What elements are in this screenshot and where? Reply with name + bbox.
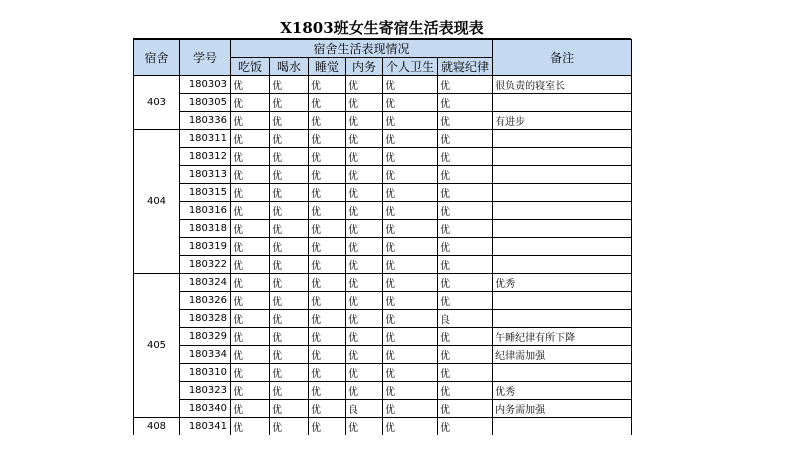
grade-cell: 优 <box>309 256 346 274</box>
grade-cell: 优 <box>309 346 346 364</box>
student-id-cell: 180322 <box>180 256 231 274</box>
grade-cell: 优 <box>383 328 438 346</box>
student-id-cell: 180312 <box>180 148 231 166</box>
grade-cell: 优 <box>231 184 270 202</box>
grade-cell: 优 <box>231 310 270 328</box>
header-category-hygiene: 个人卫生 <box>383 58 438 76</box>
table-row <box>134 418 632 436</box>
note-cell: 午睡纪律有所下降 <box>493 328 632 346</box>
grade-cell: 优 <box>231 166 270 184</box>
grade-cell: 优 <box>309 130 346 148</box>
table-row <box>134 166 632 184</box>
grade-cell: 优 <box>270 310 309 328</box>
grade-cell: 优 <box>346 238 383 256</box>
grade-cell: 优 <box>270 166 309 184</box>
grade-cell: 优 <box>231 148 270 166</box>
table-row <box>134 202 632 220</box>
header-conduct-group: 宿舍生活表现情况 <box>231 40 493 58</box>
grade-cell: 优 <box>309 364 346 382</box>
grade-cell: 优 <box>270 346 309 364</box>
student-id-cell: 180305 <box>180 94 231 112</box>
grade-cell: 优 <box>231 328 270 346</box>
header-dorm: 宿舍 <box>134 40 180 76</box>
grade-cell: 优 <box>383 220 438 238</box>
spreadsheet <box>133 18 631 435</box>
grade-cell: 优 <box>309 310 346 328</box>
grade-cell: 优 <box>231 346 270 364</box>
grade-cell: 优 <box>438 130 493 148</box>
grade-cell: 优 <box>438 364 493 382</box>
header-category-housekeeping: 内务 <box>346 58 383 76</box>
grade-cell: 优 <box>438 148 493 166</box>
grade-cell: 优 <box>309 292 346 310</box>
grade-cell: 优 <box>346 418 383 436</box>
grade-cell: 优 <box>231 220 270 238</box>
note-cell: 纪律需加强 <box>493 346 632 364</box>
table-row <box>134 328 632 346</box>
grade-cell: 优 <box>270 292 309 310</box>
grade-cell: 优 <box>383 184 438 202</box>
note-cell <box>493 220 632 238</box>
header-category-drinking: 喝水 <box>270 58 309 76</box>
grade-cell: 优 <box>383 292 438 310</box>
grade-cell: 优 <box>231 76 270 94</box>
table-row <box>134 220 632 238</box>
grade-cell: 优 <box>346 112 383 130</box>
grade-cell: 优 <box>231 130 270 148</box>
grade-cell: 优 <box>270 94 309 112</box>
table-row <box>134 292 632 310</box>
grade-cell: 优 <box>346 166 383 184</box>
grade-cell: 优 <box>383 382 438 400</box>
note-cell: 优秀 <box>493 382 632 400</box>
dorm-cell: 405 <box>134 274 180 418</box>
grade-cell: 优 <box>231 400 270 418</box>
grade-cell: 优 <box>346 382 383 400</box>
grade-cell: 优 <box>438 328 493 346</box>
grade-cell: 优 <box>231 202 270 220</box>
grade-cell: 优 <box>309 112 346 130</box>
student-id-cell: 180336 <box>180 112 231 130</box>
table-row <box>134 130 632 148</box>
grade-cell: 优 <box>383 130 438 148</box>
note-cell <box>493 148 632 166</box>
grade-cell: 优 <box>346 364 383 382</box>
grade-cell: 优 <box>309 184 346 202</box>
note-cell <box>493 364 632 382</box>
grade-cell: 优 <box>231 292 270 310</box>
table-row <box>134 184 632 202</box>
grade-cell: 优 <box>231 256 270 274</box>
grade-cell: 优 <box>270 148 309 166</box>
grade-cell: 优 <box>383 364 438 382</box>
table-row <box>134 274 632 292</box>
grade-cell: 优 <box>309 418 346 436</box>
grade-cell: 优 <box>438 220 493 238</box>
grade-cell: 优 <box>346 130 383 148</box>
table-row <box>134 346 632 364</box>
grade-cell: 优 <box>270 328 309 346</box>
grade-cell: 优 <box>438 238 493 256</box>
note-cell <box>493 130 632 148</box>
grade-cell: 优 <box>270 238 309 256</box>
grade-cell: 优 <box>270 274 309 292</box>
student-id-cell: 180313 <box>180 166 231 184</box>
table-row <box>134 112 632 130</box>
note-cell <box>493 238 632 256</box>
student-id-cell: 180303 <box>180 76 231 94</box>
student-id-cell: 180318 <box>180 220 231 238</box>
note-cell <box>493 166 632 184</box>
note-cell <box>493 256 632 274</box>
table-row <box>134 238 632 256</box>
grade-cell: 优 <box>309 148 346 166</box>
grade-cell: 优 <box>383 400 438 418</box>
grade-cell: 优 <box>309 220 346 238</box>
grade-cell: 优 <box>438 112 493 130</box>
grade-cell: 优 <box>438 382 493 400</box>
table-body <box>134 76 632 436</box>
grade-cell: 优 <box>309 166 346 184</box>
grade-cell: 优 <box>270 184 309 202</box>
dorm-cell: 404 <box>134 130 180 274</box>
header-category-eating: 吃饭 <box>231 58 270 76</box>
grade-cell: 优 <box>270 130 309 148</box>
grade-cell: 优 <box>231 274 270 292</box>
grade-cell: 优 <box>346 292 383 310</box>
grade-cell: 优 <box>309 76 346 94</box>
grade-cell: 优 <box>309 274 346 292</box>
note-cell: 内务需加强 <box>493 400 632 418</box>
student-id-cell: 180324 <box>180 274 231 292</box>
grade-cell: 优 <box>383 274 438 292</box>
grade-cell: 优 <box>438 76 493 94</box>
grade-cell: 优 <box>346 202 383 220</box>
student-id-cell: 180311 <box>180 130 231 148</box>
note-cell: 优秀 <box>493 274 632 292</box>
grade-cell: 优 <box>438 202 493 220</box>
student-id-cell: 180341 <box>180 418 231 436</box>
grade-cell: 优 <box>270 202 309 220</box>
grade-cell: 优 <box>270 220 309 238</box>
grade-cell: 优 <box>346 256 383 274</box>
header-category-bedtime-discipline: 就寝纪律 <box>438 58 493 76</box>
grade-cell: 优 <box>231 238 270 256</box>
header-student-id: 学号 <box>180 40 231 76</box>
grade-cell: 优 <box>346 94 383 112</box>
grade-cell: 优 <box>346 346 383 364</box>
grade-cell: 优 <box>270 382 309 400</box>
student-id-cell: 180319 <box>180 238 231 256</box>
student-id-cell: 180334 <box>180 346 231 364</box>
student-id-cell: 180329 <box>180 328 231 346</box>
table-row <box>134 364 632 382</box>
grade-cell: 优 <box>438 418 493 436</box>
grade-cell: 优 <box>383 94 438 112</box>
header-note: 备注 <box>493 40 632 76</box>
grade-cell: 优 <box>438 292 493 310</box>
grade-cell: 优 <box>383 238 438 256</box>
grade-cell: 优 <box>346 184 383 202</box>
grade-cell: 优 <box>346 274 383 292</box>
grade-cell: 优 <box>438 184 493 202</box>
grade-cell: 优 <box>383 202 438 220</box>
grade-cell: 优 <box>270 400 309 418</box>
grade-cell: 优 <box>346 310 383 328</box>
grade-cell: 优 <box>346 328 383 346</box>
table-row <box>134 148 632 166</box>
grade-cell: 优 <box>438 274 493 292</box>
student-id-cell: 180323 <box>180 382 231 400</box>
note-cell <box>493 418 632 436</box>
header-category-sleeping: 睡觉 <box>309 58 346 76</box>
note-cell <box>493 202 632 220</box>
grade-cell: 良 <box>346 400 383 418</box>
note-cell <box>493 292 632 310</box>
student-id-cell: 180316 <box>180 202 231 220</box>
grade-cell: 优 <box>270 76 309 94</box>
dorm-cell: 408 <box>134 418 180 436</box>
conduct-table <box>133 39 632 435</box>
grade-cell: 优 <box>346 76 383 94</box>
note-cell: 很负责的寝室长 <box>493 76 632 94</box>
grade-cell: 优 <box>383 112 438 130</box>
grade-cell: 优 <box>309 328 346 346</box>
student-id-cell: 180315 <box>180 184 231 202</box>
table-row <box>134 256 632 274</box>
grade-cell: 优 <box>270 112 309 130</box>
grade-cell: 优 <box>438 256 493 274</box>
grade-cell: 优 <box>438 166 493 184</box>
grade-cell: 优 <box>383 310 438 328</box>
note-cell <box>493 94 632 112</box>
table-row <box>134 76 632 94</box>
grade-cell: 优 <box>383 418 438 436</box>
grade-cell: 优 <box>438 346 493 364</box>
student-id-cell: 180310 <box>180 364 231 382</box>
grade-cell: 优 <box>231 112 270 130</box>
grade-cell: 优 <box>438 400 493 418</box>
grade-cell: 优 <box>309 400 346 418</box>
grade-cell: 优 <box>438 94 493 112</box>
grade-cell: 优 <box>231 418 270 436</box>
grade-cell: 优 <box>309 382 346 400</box>
grade-cell: 优 <box>309 94 346 112</box>
note-cell <box>493 184 632 202</box>
student-id-cell: 180340 <box>180 400 231 418</box>
grade-cell: 优 <box>231 94 270 112</box>
student-id-cell: 180326 <box>180 292 231 310</box>
sheet-title: X1803班女生寄宿生活表现表 <box>133 18 631 39</box>
note-cell <box>493 310 632 328</box>
grade-cell: 优 <box>309 238 346 256</box>
grade-cell: 优 <box>231 382 270 400</box>
grade-cell: 优 <box>309 202 346 220</box>
grade-cell: 优 <box>270 256 309 274</box>
table-row <box>134 400 632 418</box>
grade-cell: 优 <box>270 418 309 436</box>
grade-cell: 优 <box>270 364 309 382</box>
table-row <box>134 94 632 112</box>
grade-cell: 优 <box>383 76 438 94</box>
grade-cell: 优 <box>346 148 383 166</box>
grade-cell: 优 <box>383 346 438 364</box>
grade-cell: 良 <box>438 310 493 328</box>
grade-cell: 优 <box>231 364 270 382</box>
table-row <box>134 310 632 328</box>
grade-cell: 优 <box>383 256 438 274</box>
dorm-cell: 403 <box>134 76 180 130</box>
grade-cell: 优 <box>346 220 383 238</box>
grade-cell: 优 <box>383 166 438 184</box>
note-cell: 有进步 <box>493 112 632 130</box>
student-id-cell: 180328 <box>180 310 231 328</box>
table-row <box>134 382 632 400</box>
grade-cell: 优 <box>383 148 438 166</box>
